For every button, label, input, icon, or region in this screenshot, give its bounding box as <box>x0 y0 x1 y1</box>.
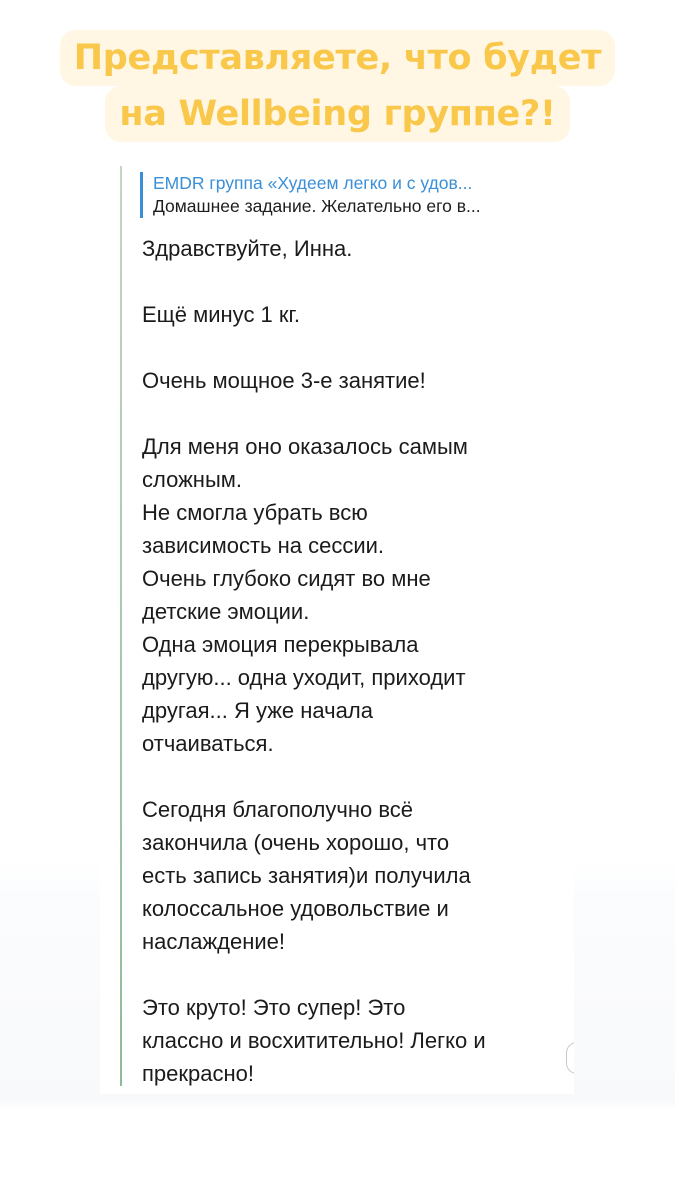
reply-quote-title: EMDR группа «Худеем легко и с удов... <box>153 173 473 193</box>
message-paragraph <box>142 298 562 331</box>
message-left-edge <box>120 166 122 1086</box>
message-paragraph <box>142 991 562 1090</box>
message-line: Одна эмоция перекрывала <box>142 632 419 657</box>
message-line: Для меня оно оказалось самым <box>142 434 468 459</box>
reply-quote[interactable] <box>140 172 574 218</box>
message-line: отчаиваться. <box>142 731 274 756</box>
message-line: Это круто! Это супер! Это <box>142 995 406 1020</box>
message-line: классно и восхитительно! Легко и <box>142 1028 486 1053</box>
message-line: детские эмоции. <box>142 599 310 624</box>
message-line: Очень глубоко сидят во мне <box>142 566 431 591</box>
message-line: прекрасно! <box>142 1061 254 1086</box>
message-paragraph <box>142 364 562 397</box>
reply-quote-text: Домашнее задание. Желательно его в... <box>153 196 481 216</box>
message-paragraph <box>142 793 562 958</box>
message-line: зависимость на сессии. <box>142 533 385 558</box>
message-line: Сегодня благополучно всё <box>142 797 414 822</box>
message-line: наслаждение! <box>142 929 286 954</box>
message-paragraph <box>142 430 562 760</box>
story-headline <box>28 30 647 142</box>
chat-message-screenshot <box>100 166 574 1094</box>
message-line: есть запись занятия)и получила <box>142 863 471 888</box>
message-line: Ещё минус 1 кг. <box>142 302 300 327</box>
message-line: колоссальное удовольствие и <box>142 896 449 921</box>
message-text <box>142 232 562 1094</box>
message-line: Очень мощное 3-е занятие! <box>142 368 426 393</box>
message-line: другую... одна уходит, приходит <box>142 665 466 690</box>
message-paragraph <box>142 232 562 265</box>
scroll-handle[interactable] <box>566 1042 574 1074</box>
message-line: закончила (очень хорошо, что <box>142 830 450 855</box>
headline-line-2: на Wellbeing группе?! <box>105 86 569 142</box>
message-line: сложным. <box>142 467 242 492</box>
message-line: Не смогла убрать всю <box>142 500 368 525</box>
message-line: другая... Я уже начала <box>142 698 373 723</box>
headline-line-1: Представляете, что будет <box>60 30 615 86</box>
message-line: Здравствуйте, Инна. <box>142 236 353 261</box>
